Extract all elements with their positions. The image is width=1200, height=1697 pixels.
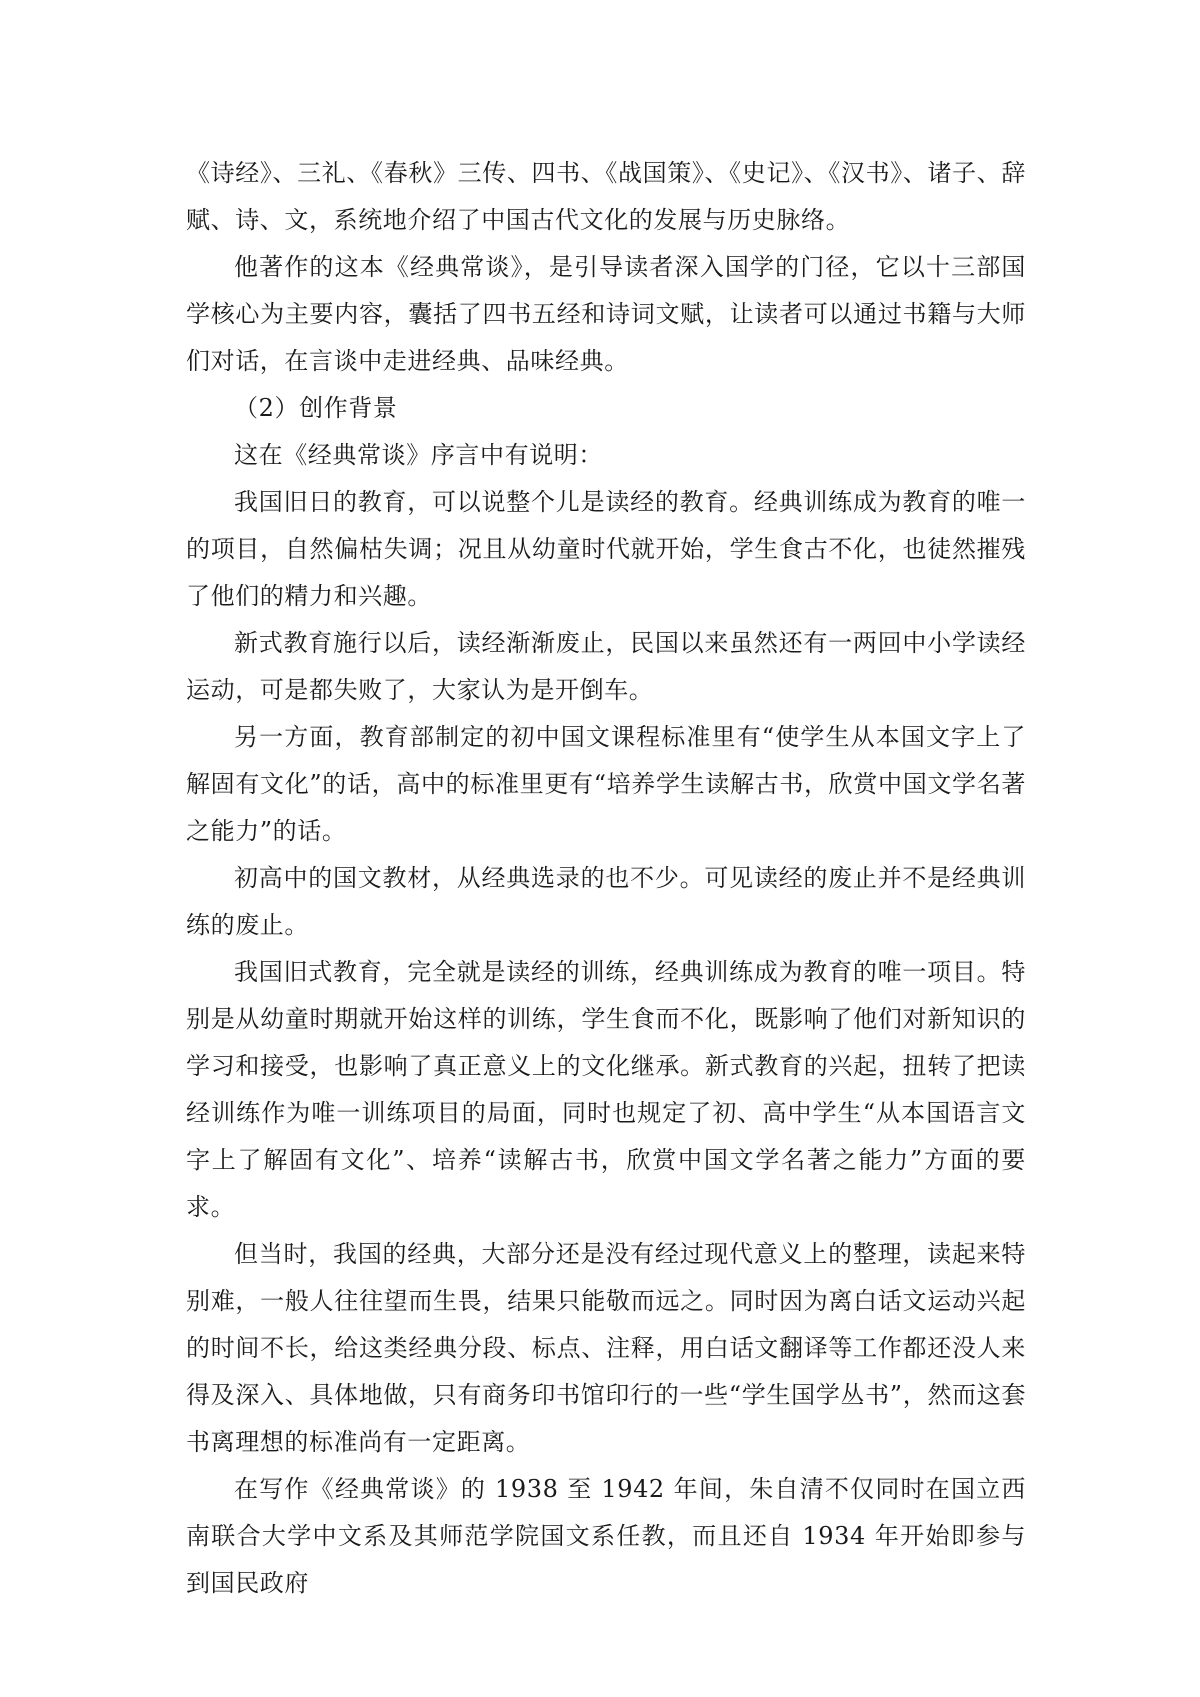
paragraph-writing-period: 在写作《经典常谈》的 1938 至 1942 年间，朱自清不仅同时在国立西南联合大学中文系及其师范学院国文系任教，而且还自 1934 年开始即参与到国民政府: [186, 1475, 1026, 1597]
paragraph-old-education: 我国旧日的教育，可以说整个儿是读经的教育。经典训练成为教育的唯一的项目，自然偏枯失调；况且从幼童时代就开始，学生食古不化，也徒然摧残了他们的精力和兴趣。: [186, 488, 1026, 610]
paragraph-preface-note: 这在《经典常谈》序言中有说明：: [234, 441, 603, 469]
paragraph-book-intro: 他著作的这本《经典常谈》，是引导读者深入国学的门径，它以十三部国学核心为主要内容，囊括了四书五经和诗词文赋，让读者可以通过书籍与大师们对话，在言谈中走进经典、品味经典。: [186, 253, 1026, 375]
paragraph-continuation: 《诗经》、三礼、《春秋》三传、四书、《战国策》、《史记》、《汉书》、诸子、辞赋、诗、文，系统地介绍了中国古代文化的发展与历史脉络。: [186, 159, 1026, 234]
paragraph-textbooks: 初高中的国文教材，从经典选录的也不少。可见读经的废止并不是经典训练的废止。: [186, 864, 1026, 939]
paragraph-classics-difficulty: 但当时，我国的经典，大部分还是没有经过现代意义上的整理，读起来特别难，一般人往往望而生畏，结果只能敬而远之。同时因为离白话文运动兴起的时间不长，给这类经典分段、标点、注释，用白话文翻译等工作都还没人来得及深入、具体地做，只有商务印书馆印行的一些“学生国学丛书”，然而这套书离理想的标准尚有一定距离。: [186, 1240, 1026, 1456]
paragraph-new-education: 新式教育施行以后，读经渐渐废止，民国以来虽然还有一两回中小学读经运动，可是都失败了，大家认为是开倒车。: [186, 629, 1026, 704]
paragraph-curriculum-standard: 另一方面，教育部制定的初中国文课程标准里有“使学生从本国文字上了解固有文化”的话，高中的标准里更有“培养学生读解古书，欣赏中国文学名著之能力”的话。: [186, 723, 1026, 845]
paragraph-old-style-education: 我国旧式教育，完全就是读经的训练，经典训练成为教育的唯一项目。特别是从幼童时期就开始这样的训练，学生食而不化，既影响了他们对新知识的学习和接受，也影响了真正意义上的文化继承。新式教育的兴起，扭转了把读经训练作为唯一训练项目的局面，同时也规定了初、高中学生“从本国语言文字上了解固有文化”、培养“读解古书，欣赏中国文学名著之能力”方面的要求。: [186, 958, 1026, 1221]
document-page: [186, 150, 1026, 1607]
section-heading-background: （2）创作背景: [234, 394, 398, 422]
